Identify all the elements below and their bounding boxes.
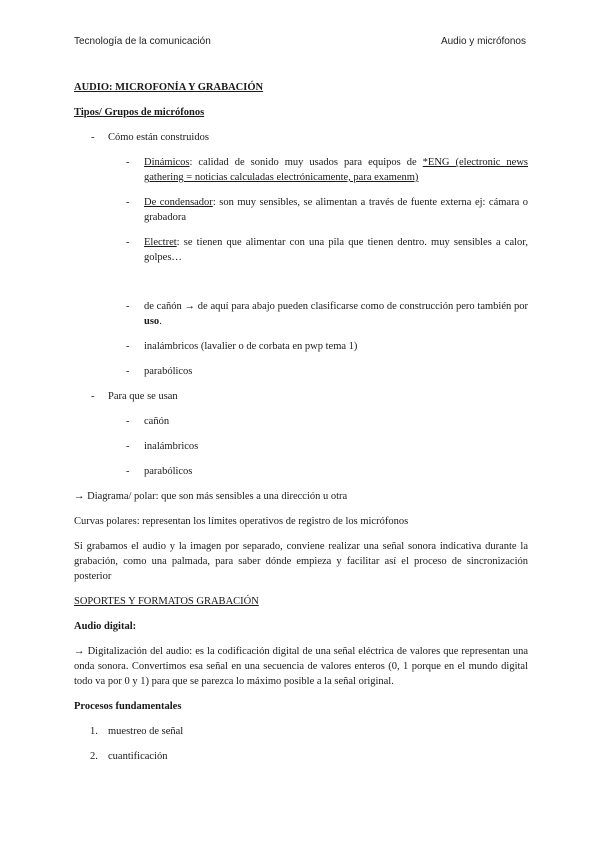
item-end: .	[159, 316, 162, 327]
term-text: : calidad de sonido muy usados para equipos de	[189, 157, 423, 168]
curvas-paragraph: Curvas polares: representan los límites operativos de registro de los micrófonos	[74, 516, 409, 527]
arrow-icon: →	[74, 646, 85, 657]
item-text-post: de aquí para abajo pueden clasificarse como de construcción pero también por	[195, 301, 528, 312]
list-item-label: Cómo están construidos	[108, 132, 209, 143]
section-heading: SOPORTES Y FORMATOS GRABACIÓN	[74, 596, 259, 607]
list-item	[74, 299, 528, 329]
dash-bullet: -	[126, 441, 130, 452]
dash-bullet: -	[126, 301, 130, 312]
arrow-icon: →	[74, 491, 85, 502]
list-item	[74, 389, 528, 404]
list-item	[74, 235, 528, 265]
dash-bullet: -	[126, 197, 130, 208]
header-left: Tecnología de la comunicación	[74, 36, 211, 47]
diagrama-paragraph	[74, 489, 528, 504]
term-text: : se tienen que alimentar con una pila que tienen dentro. muy sensibles a calor, golpes…	[144, 237, 528, 263]
dash-bullet: -	[126, 366, 130, 377]
document-body	[74, 80, 528, 774]
numbered-item	[74, 724, 528, 739]
list-item	[74, 130, 528, 145]
dash-bullet: -	[91, 391, 95, 402]
item-number: 2.	[90, 751, 98, 762]
item-text: muestreo de señal	[108, 726, 184, 737]
digital-text: Digitalización del audio: es la codificación digital de una señal eléctrica de valores que representan una onda sonora. Convertimos esa señal en una secuencia de valores enteros (0, 1 porque en el mundo digital todo va por 0 y 1) para que se parezca lo máximo posible a la señal original.	[74, 646, 529, 687]
item-text: parabólicos	[144, 466, 193, 477]
list-item	[74, 439, 528, 454]
term-text: : son muy sensibles, se alimentan a través de fuente externa ej: cámara o grabadora	[144, 197, 528, 223]
numbered-item	[74, 749, 528, 764]
dash-bullet: -	[126, 341, 130, 352]
audio-digital-heading: Audio digital:	[74, 621, 137, 632]
item-text: inalámbricos (lavalier o de corbata en pwp tema 1)	[144, 341, 358, 352]
header-right: Audio y micrófonos	[440, 36, 526, 47]
term: Electret	[144, 237, 177, 248]
item-text: inalámbricos	[144, 441, 199, 452]
arrow-icon: →	[184, 301, 196, 312]
eng-note: *ENG (electronic news gathering = noticias calculadas electrónicamente, para examenm)	[144, 157, 528, 183]
list-item	[74, 339, 528, 354]
item-bold: uso	[144, 316, 160, 327]
procesos-heading: Procesos fundamentales	[74, 701, 182, 712]
page-title: AUDIO: MICROFONÍA Y GRABACIÓN	[74, 82, 264, 93]
list-item	[74, 414, 528, 429]
list-item-label: Para que se usan	[108, 391, 178, 402]
item-text: cañón	[144, 416, 170, 427]
sincro-paragraph: Si grabamos el audio y la imagen por separado, conviene realizar una señal sonora indicativa durante la grabación, como una palmada, para saber dónde empieza y facilitar así el proceso de sincronización posterior	[74, 541, 528, 582]
item-text: parabólicos	[144, 366, 193, 377]
item-text-pre: de cañón	[144, 301, 185, 312]
dash-bullet: -	[126, 416, 130, 427]
term: Dinámicos	[144, 157, 190, 168]
list-item	[74, 155, 528, 185]
list-item	[74, 364, 528, 379]
section-subtitle: Tipos/ Grupos de micrófonos	[74, 107, 205, 118]
dash-bullet: -	[91, 132, 95, 143]
dash-bullet: -	[126, 466, 130, 477]
dash-bullet: -	[126, 237, 130, 248]
item-text: cuantificación	[108, 751, 168, 762]
diagrama-text: Diagrama/ polar: que son más sensibles a una dirección u otra	[87, 491, 348, 502]
spacer	[74, 275, 528, 299]
item-number: 1.	[90, 726, 98, 737]
list-item	[74, 464, 528, 479]
digital-paragraph	[74, 644, 528, 689]
dash-bullet: -	[126, 157, 130, 168]
term: De condensador	[144, 197, 213, 208]
list-item	[74, 195, 528, 225]
